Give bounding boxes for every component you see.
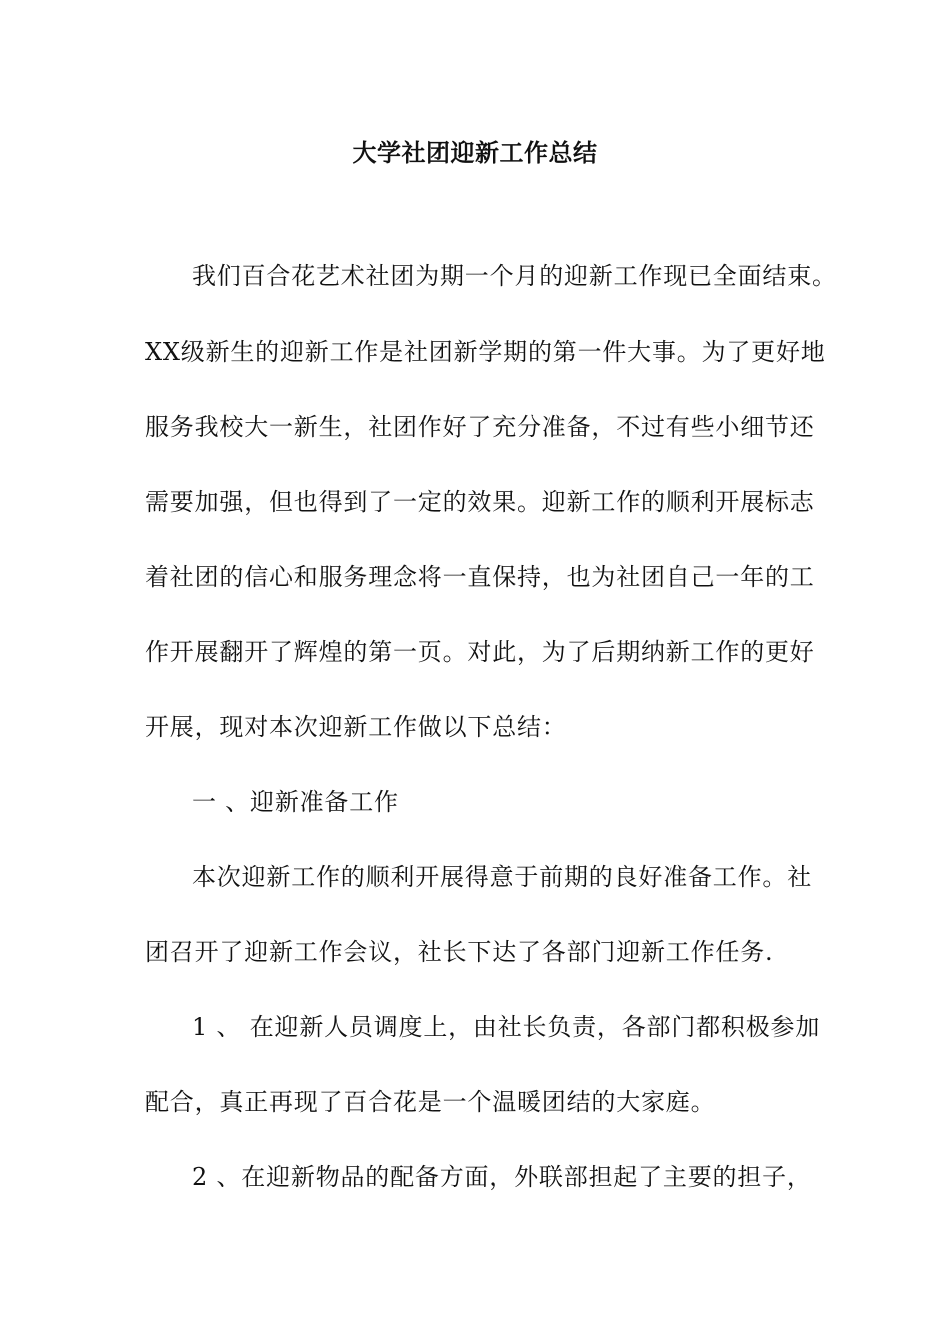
paragraph-line: 着社团的信心和服务理念将一直保持，也为社团自己一年的工 xyxy=(145,563,815,591)
paragraph-line: XX级新生的迎新工作是社团新学期的第一件大事。为了更好地 xyxy=(145,338,826,366)
paragraph-line: 本次迎新工作的顺利开展得意于前期的良好准备工作。社 xyxy=(192,863,812,891)
section-heading: 一 、迎新准备工作 xyxy=(192,788,399,816)
document-title: 大学社团迎新工作总结 xyxy=(352,139,598,167)
paragraph-line: 团召开了迎新工作会议，社长下达了各部门迎新工作任务. xyxy=(145,938,774,966)
list-item-line: 2 、在迎新物品的配备方面，外联部担起了主要的担子， xyxy=(192,1163,812,1191)
paragraph-line: 我们百合花艺术社团为期一个月的迎新工作现已全面结束。 xyxy=(192,262,837,290)
paragraph-line: 需要加强，但也得到了一定的效果。迎新工作的顺利开展标志 xyxy=(145,488,815,516)
list-item-line: 1 、 在迎新人员调度上，由社长负责，各部门都积极参加 xyxy=(192,1013,821,1041)
paragraph-line: 作开展翻开了辉煌的第一页。对此，为了后期纳新工作的更好 xyxy=(145,638,815,666)
paragraph-line: 服务我校大一新生，社团作好了充分准备，不过有些小细节还 xyxy=(145,413,815,441)
paragraph-line: 开展，现对本次迎新工作做以下总结： xyxy=(145,713,567,741)
list-item-line: 配合，真正再现了百合花是一个温暖团结的大家庭。 xyxy=(145,1088,716,1116)
